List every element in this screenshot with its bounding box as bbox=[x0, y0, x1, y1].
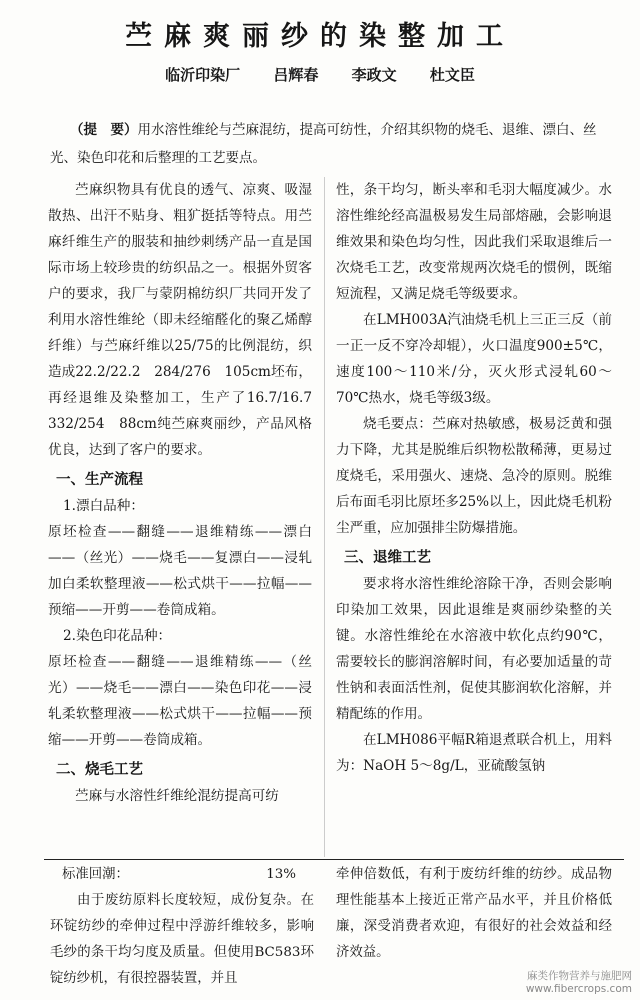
author-affiliation: 临沂印染厂 bbox=[165, 66, 241, 84]
author-name: 杜文臣 bbox=[429, 66, 475, 84]
process-flow-dye-print: 原坯检查——翻缝——退维精练——（丝光）——烧毛——漂白——染色印花——浸轧柔软整理液——松式烘干——拉幅——预缩——开剪——卷筒成箱。 bbox=[48, 654, 312, 748]
site-watermark bbox=[526, 970, 632, 996]
singeing-paragraph-start: 苎麻与水溶性纤维纶混纺提高可纺 bbox=[75, 788, 279, 804]
subheading-bleach: 1.漂白品种： bbox=[63, 498, 144, 514]
author-name: 李政文 bbox=[351, 66, 397, 84]
author-line bbox=[0, 64, 640, 85]
moisture-regain-row bbox=[50, 862, 314, 888]
process-flow-bleach: 原坯检查——翻缝——退维精练——漂白——（丝光）——烧毛——复漂白——浸轧加白柔软整理液——松式烘干——拉幅——预缩——开剪——卷筒成箱。 bbox=[48, 524, 312, 618]
abstract-label: （提 要） bbox=[70, 122, 138, 138]
abstract-text: 用水溶性维纶与苎麻混纺，提高可纺性，介绍其织物的烧毛、退维、漂白、丝光、染色印花和后整理的工艺要点。 bbox=[50, 122, 597, 166]
devinylon-paragraph-1: 要求将水溶性维纶溶除干净，否则会影响印染加工效果，因此退维是爽丽纱染整的关键。水溶性维纶在水溶液中软化点约90℃，需要较长的膨润溶解时间，有必要加适量的苛性钠和表面活性剂，促使其膨润软化溶解，并精配练的作用。 bbox=[336, 576, 612, 722]
section-heading-singeing: 二、烧毛工艺 bbox=[56, 762, 143, 778]
column-divider bbox=[324, 177, 325, 857]
singeing-paragraph-cont: 性，条干均匀，断头率和毛羽大幅度减少。水溶性维纶经高温极易发生局部熔融，会影响退维效果和染色均匀性，因此我们采取退维后一次烧毛工艺，改变常规两次烧毛的惯例，既缩短流程，又满足烧毛等级要求。 bbox=[336, 182, 612, 302]
horizontal-rule bbox=[44, 859, 624, 860]
bottom-right-paragraph: 牵伸倍数低，有利于废纺纤维的纺纱。成品物理性能基本上接近正常产品水平，并且价格低廉，深受消费者欢迎，有很好的社会效益和经济效益。 bbox=[336, 867, 612, 960]
singeing-machine-paragraph: 在LMH003A汽油烧毛机上三正三反（前一正一反不穿冷却辊），火口温度900±5℃，速度100～110米/分，灭火形式浸轧60～70℃热水，烧毛等级3级。 bbox=[336, 312, 612, 406]
right-column bbox=[336, 177, 612, 779]
section-heading-process: 一、生产流程 bbox=[56, 472, 143, 488]
article-title: 苎麻爽丽纱的染整加工 bbox=[125, 21, 515, 52]
watermark-line-1: 麻类作物营养与施肥网 bbox=[527, 970, 632, 982]
abstract bbox=[50, 116, 610, 172]
bottom-left-paragraph: 由于废纺原料长度较短，成份复杂。在环锭纺纱的牵伸过程中浮游纤维较多，影响毛纱的条干均匀度及质量。但使用BC583环锭纺纱机，有很控器装置，并且 bbox=[50, 893, 314, 986]
bottom-right-column bbox=[336, 862, 612, 966]
subheading-dye-print: 2.染色印花品种： bbox=[63, 628, 172, 644]
intro-paragraph: 苎麻织物具有优良的透气、凉爽、吸湿散热、出汗不贴身、粗犷挺括等特点。用苎麻纤维生产的服装和抽纱刺绣产品一直是国际市场上较珍贵的纺织品之一。根据外贸客户的要求，我厂与蒙阴棉纺织厂共同开发了利用水溶性维纶（即未经缩醛化的聚乙烯醇纤维）与苎麻纤维以25/75的比例混纺，织造成22.2/22.2 284/276 105cm坯布，再经退维及染整加工，生产了16.7/16.7 332/254 88cm纯苎麻爽丽纱，产品风格优良，达到了客户的要求。 bbox=[48, 182, 326, 458]
section-heading-devinylon: 三、退维工艺 bbox=[344, 550, 431, 566]
left-column bbox=[48, 177, 326, 809]
watermark-line-2: www.fibercrops.com bbox=[525, 983, 632, 995]
devinylon-paragraph-2: 在LMH086平幅R箱退煮联合机上，用料为：NaOH 5～8g/L，亚硫酸氢钠 bbox=[336, 732, 612, 774]
author-name: 吕辉春 bbox=[273, 66, 319, 84]
bottom-left-column bbox=[50, 862, 314, 992]
moisture-regain-label: 标准回潮： bbox=[62, 867, 129, 882]
moisture-regain-value: 13% bbox=[266, 867, 296, 882]
singeing-points-paragraph: 烧毛要点：苎麻对热敏感，极易泛黄和强力下降，尤其是脱维后织物松散稀薄，更易过度烧毛，采用强火、速烧、急冷的原则。脱维后布面毛羽比原坯多25%以上，因此烧毛机粉尘严重，应加强排尘防爆措施。 bbox=[336, 416, 612, 536]
